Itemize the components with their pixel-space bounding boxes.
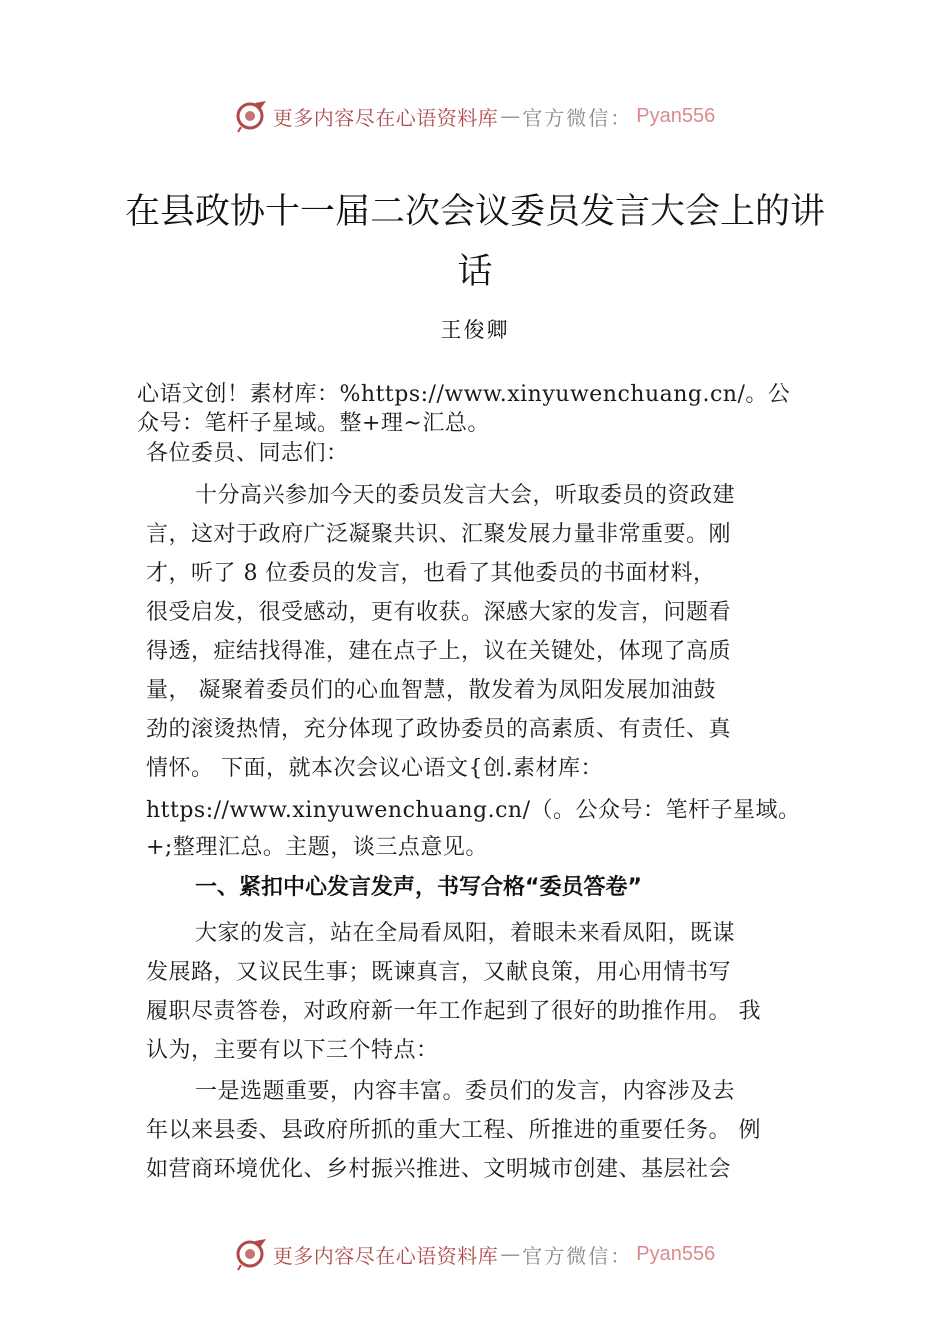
banner-wechat-label: 官方微信：: [522, 105, 633, 130]
body-line: 众号：笔杆子星域。整+理~汇总。: [137, 411, 490, 436]
body-line: https://www.xinyuwenchuang.cn/（。公众号：笔杆子星域。: [146, 798, 801, 823]
body-line: 发展路，又议民生事；既谏真言，又献良策，用心用情书写: [146, 960, 732, 985]
banner-text: 更多内容尽在心语资料库: [272, 105, 499, 130]
body-line: 各位委员、同志们：: [146, 441, 349, 466]
section-heading: 一、紧扣中心发言发声，书写合格“委员答卷”: [195, 875, 642, 900]
banner-separator: —: [500, 1242, 521, 1266]
body-line: 一是选题重要，内容丰富。委员们的发言，内容涉及去: [195, 1079, 736, 1104]
body-line: 很受启发，很受感动，更有收获。深感大家的发言，问题看: [146, 600, 732, 625]
body-line: 如营商环境优化、乡村振兴推进、文明城市创建、基层社会: [146, 1157, 732, 1182]
body-line: 十分高兴参加今天的委员发言大会，听取委员的资政建: [195, 483, 736, 508]
body-line: 大家的发言，站在全局看凤阳，着眼未来看凤阳，既谋: [195, 921, 736, 946]
author-name: 王俊卿: [440, 318, 510, 342]
body-line: 认为，主要有以下三个特点：: [146, 1038, 439, 1063]
footer-banner: [0, 1234, 950, 1274]
body-line: 言，这对于政府广泛凝聚共识、汇聚发展力量非常重要。刚: [146, 522, 732, 547]
body-line: 才，听了 8 位委员的发言，也看了其他委员的书面材料，: [146, 561, 716, 586]
pen-logo-icon: [235, 1237, 269, 1271]
body-line: 情怀。 下面，就本次会议心语文{创.素材库：: [146, 756, 603, 781]
body-line: 年以来县委、县政府所抓的重大工程、所推进的重要任务。 例: [146, 1118, 761, 1143]
body-line: 心语文创！素材库：%https://www.xinyuwenchuang.cn/。公: [137, 382, 791, 407]
banner-wechat-id: Pyan556: [636, 1242, 716, 1265]
banner-wechat-id: Pyan556: [636, 104, 716, 127]
body-line: 劲的滚烫热情，充分体现了政协委员的高素质、有责任、真: [146, 717, 732, 742]
banner-wechat-label: 官方微信：: [522, 1243, 633, 1268]
body-line: 量， 凝聚着委员们的心血智慧，散发着为凤阳发展加油鼓: [146, 678, 716, 703]
body-line: 履职尽责答卷，对政府新一年工作起到了很好的助推作用。 我: [146, 999, 761, 1024]
body-line: 得透，症结找得准，建在点子上，议在关键处，体现了高质: [146, 639, 732, 664]
header-banner: [0, 96, 950, 136]
page-title: 在县政协十一届二次会议委员发言大会上的讲话: [124, 192, 825, 292]
banner-text: 更多内容尽在心语资料库: [272, 1243, 499, 1268]
banner-separator: —: [500, 104, 521, 128]
pen-logo-icon: [235, 99, 269, 133]
body-line: +;整理汇总。主题，谈三点意见。: [146, 835, 488, 860]
